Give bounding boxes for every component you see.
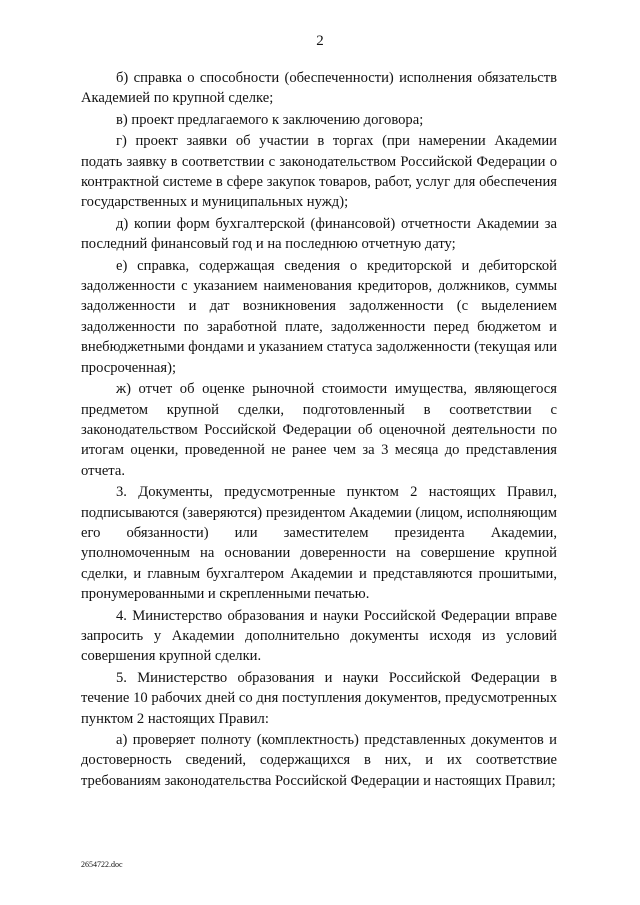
- paragraph-zh: ж) отчет об оценке рыночной стоимости имущества, являющегося предметом крупной сделки, подготовленный в соответствии с законодательством Российской Федерации об оценочной деятельности по итогам оценки, проведенной не ранее чем за 3 месяца до представления отчета.: [81, 381, 557, 479]
- paragraph-g: г) проект заявки об участии в торгах (при намерении Академии подать заявку в соответствии с законодательством Российской Федерации о контрактной системе в сфере закупок товаров, работ, услуг для обеспечения государственных и муниципальных нужд);: [81, 133, 557, 211]
- page-number: 2: [316, 33, 324, 49]
- paragraph-e: е) справка, содержащая сведения о кредиторской и дебиторской задолженности с указанием наименования кредиторов, должников, суммы задолженности и дат возникновения задолженности (с выделением задолженности по заработной плате, задолженности перед бюджетом и внебюджетными фондами и указанием статуса задолженности (текущая или просроченная);: [81, 257, 558, 376]
- paragraph-v: в) проект предлагаемого к заключению договора;: [116, 111, 424, 128]
- paragraph-a: а) проверяет полноту (комплектность) представленных документов и достоверность сведений, содержащихся в них, и их соответствие требованиям законодательства Российской Федерации и настоящих Правил;: [81, 732, 557, 789]
- document-file-code: 2654722.doc: [81, 860, 123, 869]
- paragraph-section-4: 4. Министерство образования и науки Российской Федерации вправе запросить у Академии дополнительно документы исходя из условий совершения крупной сделки.: [81, 607, 557, 665]
- paragraph-b: б) справка о способности (обеспеченности) исполнения обязательств Академией по крупной сделке;: [81, 70, 557, 107]
- paragraph-d: д) копии форм бухгалтерской (финансовой) отчетности Академии за последний финансовый год и на последнюю отчетную дату;: [81, 215, 557, 253]
- paragraph-section-5: 5. Министерство образования и науки Российской Федерации в течение 10 рабочих дней со дня поступления документов, предусмотренных пунктом 2 настоящих Правил:: [81, 669, 557, 727]
- document-body: [81, 68, 557, 791]
- paragraph-section-3: 3. Документы, предусмотренные пунктом 2 настоящих Правил, подписываются (заверяются) президентом Академии (лицом, исполняющим его обязанности) или заместителем президента Академии, уполномоченным на основании доверенности на совершение крупной сделки, и главным бухгалтером Академии и представляются прошитыми, пронумерованными и скрепленными печатью.: [81, 484, 557, 603]
